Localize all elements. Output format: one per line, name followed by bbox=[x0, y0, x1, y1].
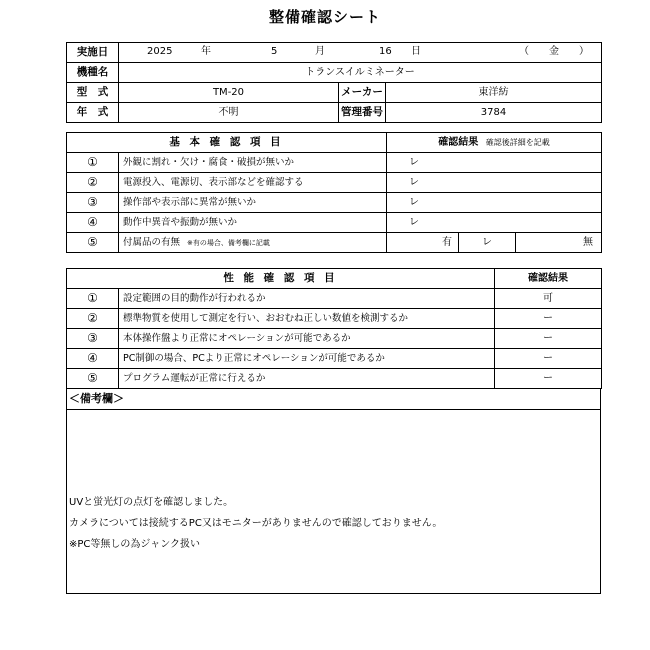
basic-item-text: 操作部や表示部に異常が無いか bbox=[119, 193, 387, 213]
model-label: 機種名 bbox=[67, 63, 119, 83]
basic-item-num: ④ bbox=[67, 213, 119, 233]
perf-item-result: ー bbox=[495, 329, 602, 349]
perf-item-text: 本体操作盤より正常にオペレーションが可能であるか bbox=[119, 329, 495, 349]
model-value: トランスイルミネーター bbox=[119, 63, 602, 83]
basic-item-text: 動作中異音や振動が無いか bbox=[119, 213, 387, 233]
maker-label: メーカー bbox=[339, 83, 386, 103]
table-row bbox=[67, 213, 602, 233]
accessory-no: 無 bbox=[516, 233, 602, 253]
year-type-value: 不明 bbox=[119, 103, 339, 123]
basic-item-num: ⑤ bbox=[67, 233, 119, 253]
table-row bbox=[67, 369, 602, 389]
table-row bbox=[67, 329, 602, 349]
table-row bbox=[67, 173, 602, 193]
table-row bbox=[67, 193, 602, 213]
date-day-unit: 日 bbox=[411, 46, 421, 57]
basic-item-result: レ bbox=[387, 213, 602, 233]
basic-result-header bbox=[387, 133, 602, 153]
perf-item-result: ー bbox=[495, 369, 602, 389]
date-weekday: （ 金 ） bbox=[519, 46, 589, 57]
basic-item-result: レ bbox=[387, 193, 602, 213]
perf-item-text: 設定範囲の目的動作が行われるか bbox=[119, 289, 495, 309]
perf-item-result: 可 bbox=[495, 289, 602, 309]
date-day: 16 bbox=[379, 46, 392, 57]
type-label: 型 式 bbox=[67, 83, 119, 103]
perf-header: 性 能 確 認 項 目 bbox=[67, 269, 495, 289]
notes-box bbox=[66, 388, 601, 594]
notes-line: カメラについては接続するPC又はモニターがありませんので確認しておりません。 bbox=[69, 518, 443, 529]
table-row bbox=[67, 349, 602, 369]
basic-result-title: 確認結果 bbox=[438, 137, 479, 148]
basic-header: 基 本 確 認 項 目 bbox=[67, 133, 387, 153]
table-row bbox=[67, 309, 602, 329]
basic-item-num: ② bbox=[67, 173, 119, 193]
perf-item-num: ③ bbox=[67, 329, 119, 349]
mgmt-value: 3784 bbox=[386, 103, 602, 123]
accessory-check: レ bbox=[459, 233, 516, 253]
perf-result-header: 確認結果 bbox=[495, 269, 602, 289]
perf-item-text: プログラム運転が正常に行えるか bbox=[119, 369, 495, 389]
notes-header: ＜備考欄＞ bbox=[67, 389, 600, 410]
mgmt-label: 管理番号 bbox=[339, 103, 386, 123]
basic-item-result: レ bbox=[387, 173, 602, 193]
date-label: 実施日 bbox=[67, 43, 119, 63]
performance-check-table bbox=[66, 268, 602, 389]
year-type-label: 年 式 bbox=[67, 103, 119, 123]
basic-item-result: レ bbox=[387, 153, 602, 173]
accessory-text: 付属品の有無 bbox=[123, 236, 181, 248]
date-month: 5 bbox=[271, 46, 278, 57]
page-title: 整備確認シート bbox=[268, 8, 381, 26]
type-value: TM-20 bbox=[119, 83, 339, 103]
perf-item-result: ー bbox=[495, 309, 602, 329]
info-table bbox=[66, 42, 602, 123]
date-value bbox=[119, 43, 602, 63]
date-month-unit: 月 bbox=[315, 46, 325, 57]
table-row bbox=[67, 233, 602, 253]
table-row bbox=[67, 289, 602, 309]
perf-item-num: ② bbox=[67, 309, 119, 329]
date-year-unit: 年 bbox=[201, 46, 211, 57]
accessory-cell bbox=[119, 233, 387, 253]
accessory-yes: 有 bbox=[387, 233, 459, 253]
basic-result-note: 確認後詳細を記載 bbox=[485, 138, 550, 147]
perf-item-num: ① bbox=[67, 289, 119, 309]
maker-value: 東洋紡 bbox=[386, 83, 602, 103]
basic-check-table bbox=[66, 132, 602, 253]
accessory-note: ※有の場合、備考欄に記載 bbox=[187, 238, 270, 247]
table-row bbox=[67, 153, 602, 173]
perf-item-num: ⑤ bbox=[67, 369, 119, 389]
basic-item-text: 電源投入、電源切、表示部などを確認する bbox=[119, 173, 387, 193]
date-year: 2025 bbox=[147, 46, 173, 57]
perf-item-text: 標準物質を使用して測定を行い、おおむね正しい数値を検測するか bbox=[119, 309, 495, 329]
notes-line: UVと蛍光灯の点灯を確認しました。 bbox=[69, 497, 234, 508]
perf-item-num: ④ bbox=[67, 349, 119, 369]
perf-item-result: ー bbox=[495, 349, 602, 369]
notes-line: ※PC等無しの為ジャンク扱い bbox=[69, 539, 200, 550]
basic-item-num: ① bbox=[67, 153, 119, 173]
basic-item-text: 外観に割れ・欠け・腐食・破損が無いか bbox=[119, 153, 387, 173]
basic-item-num: ③ bbox=[67, 193, 119, 213]
perf-item-text: PC制御の場合、PCより正常にオペレーションが可能であるか bbox=[119, 349, 495, 369]
